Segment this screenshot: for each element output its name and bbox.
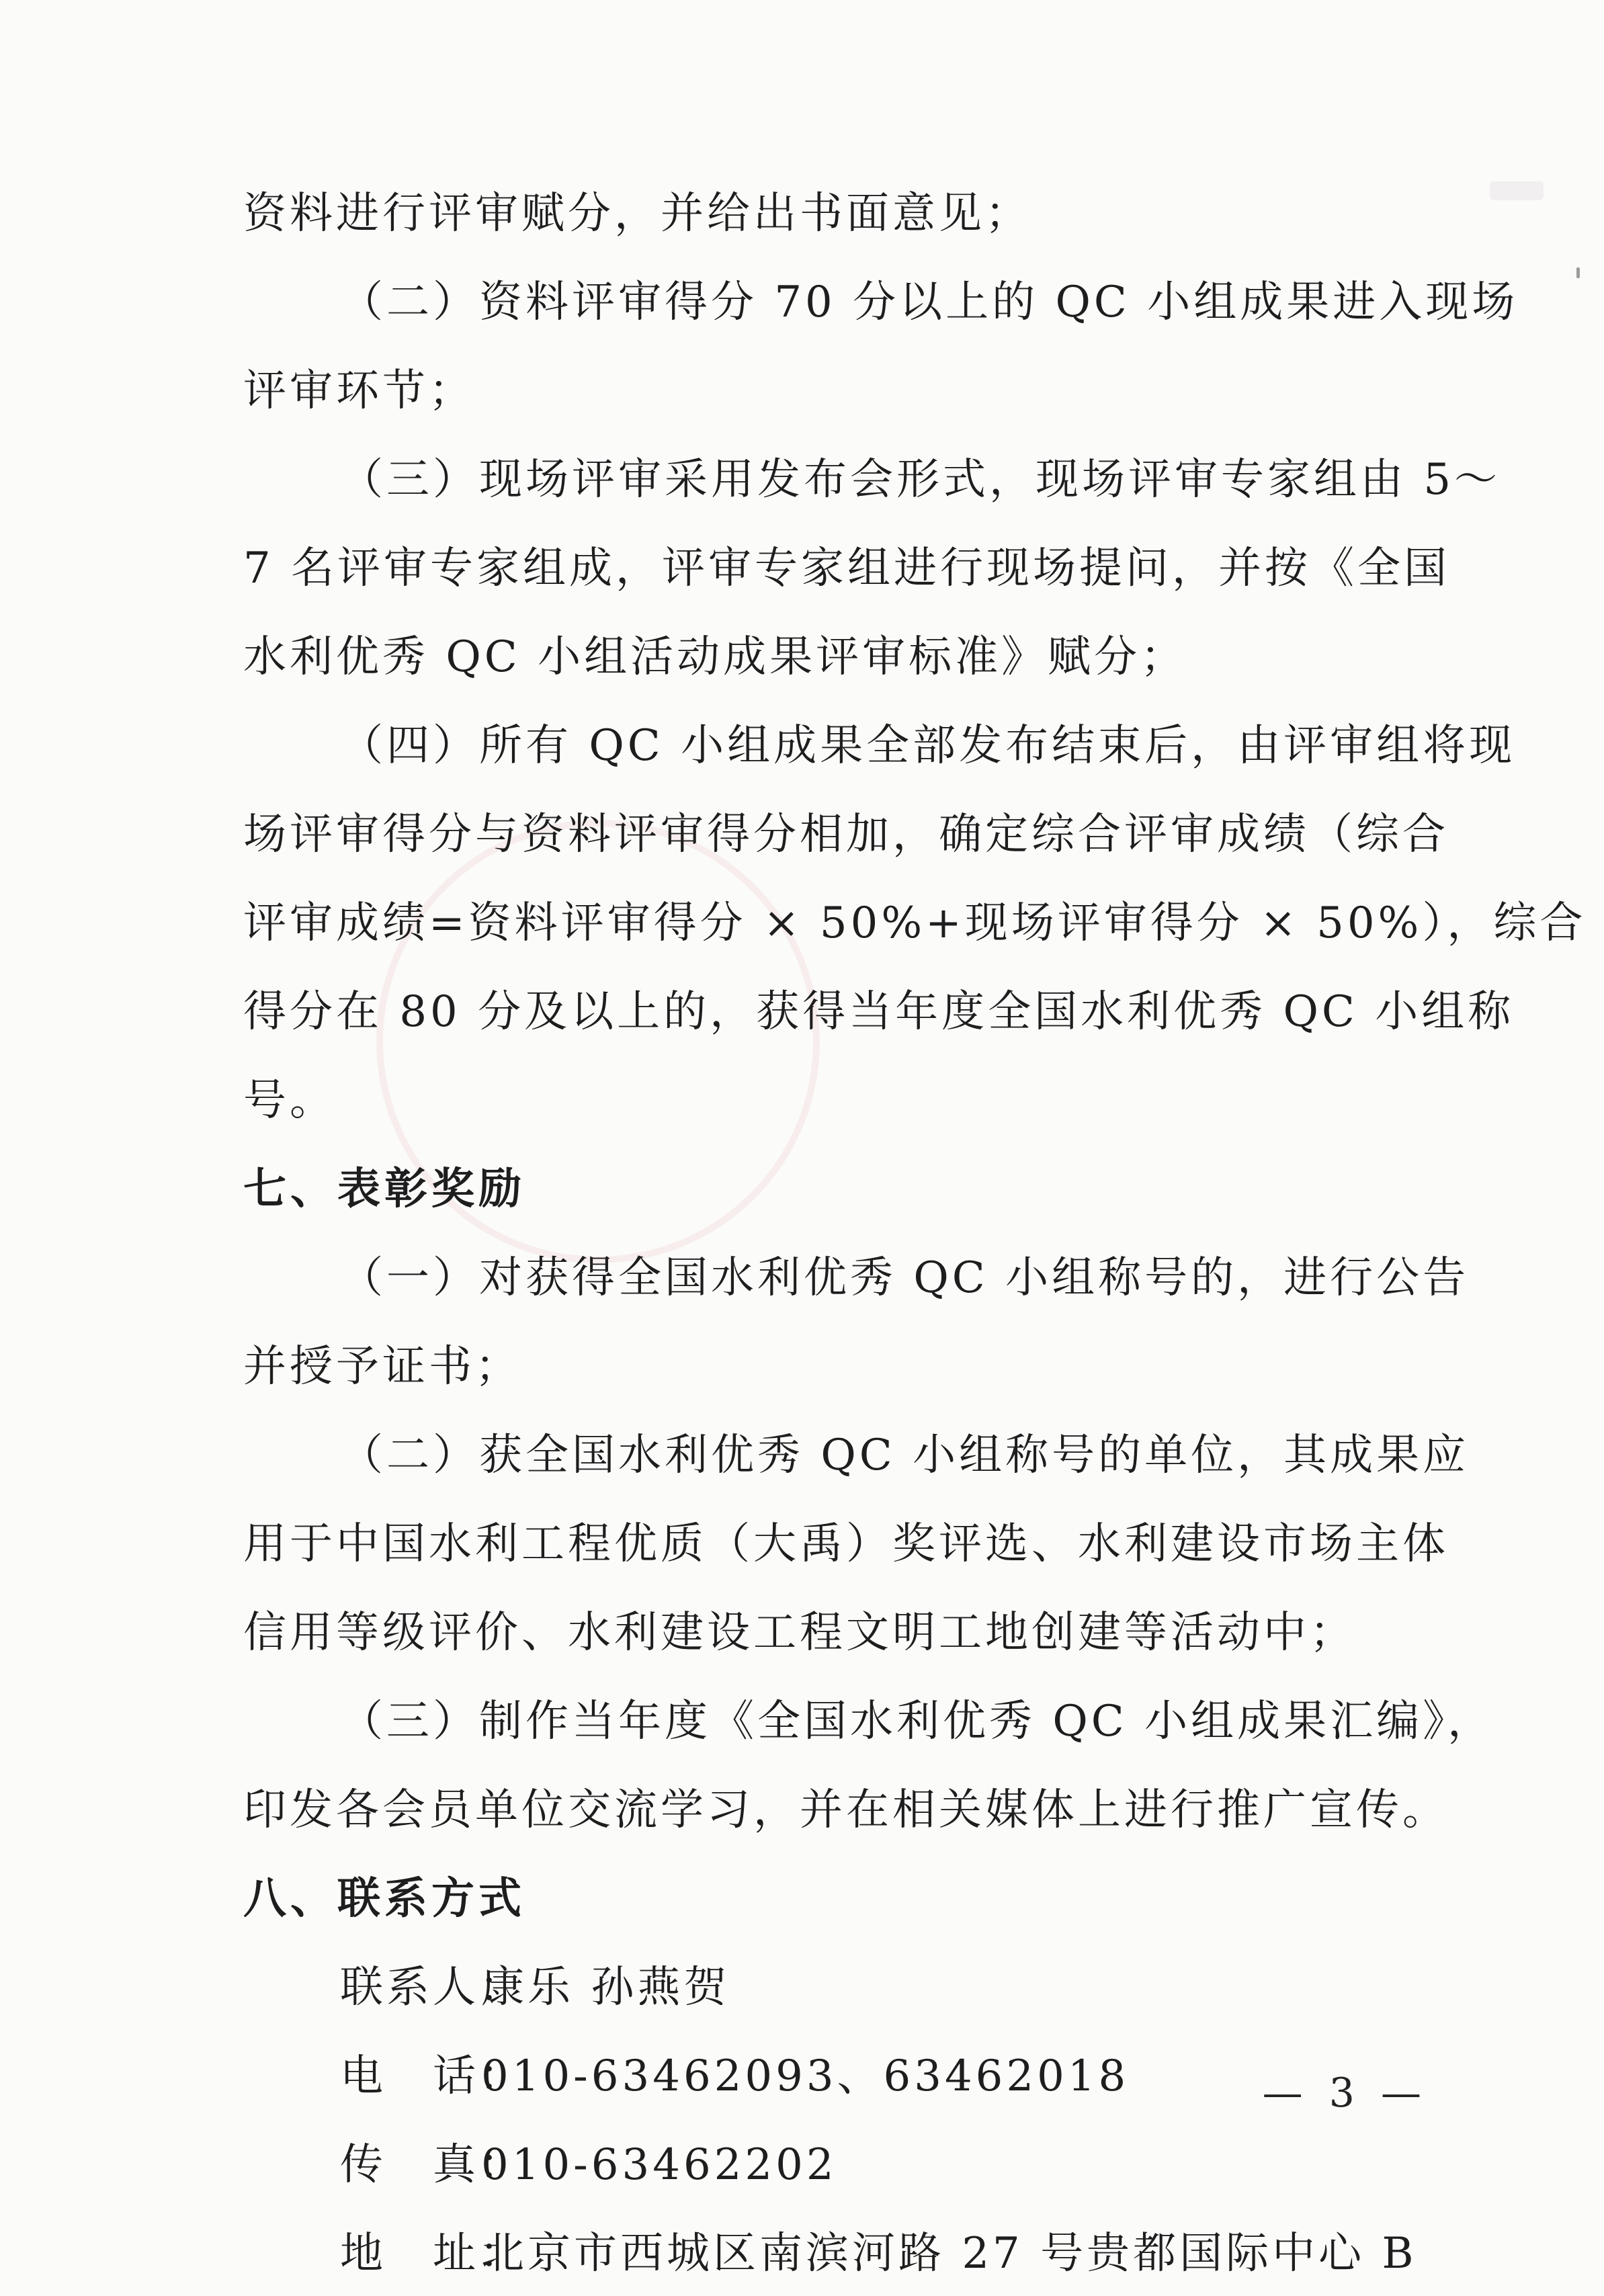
text-line: （三）制作当年度《全国水利优秀 QC 小组成果汇编》， bbox=[340, 1697, 1494, 1746]
contact-label: 联系人： bbox=[340, 1963, 525, 2012]
text-line: 用于中国水利工程优质（大禹）奖评选、水利建设市场主体 bbox=[243, 1519, 1449, 1569]
section-heading: 七、表彰奖励 bbox=[243, 1164, 525, 1214]
text-line: 得分在 80 分及以上的，获得当年度全国水利优秀 QC 小组称 bbox=[243, 987, 1515, 1037]
contact-value: 010-63462202 bbox=[481, 2140, 837, 2190]
text-line: （一）对获得全国水利优秀 QC 小组称号的，进行公告 bbox=[340, 1253, 1470, 1303]
paragraph-list bbox=[243, 169, 1587, 1943]
text-line: （二）获全国水利优秀 QC 小组称号的单位，其成果应 bbox=[340, 1431, 1470, 1480]
page-number: — 3 — bbox=[1262, 2070, 1428, 2117]
contact-row bbox=[243, 2121, 1386, 2209]
contact-label: 传 真： bbox=[340, 2140, 525, 2190]
scan-speck bbox=[1576, 267, 1580, 278]
text-line: 评审环节； bbox=[243, 366, 475, 416]
text-line: 号。 bbox=[243, 1076, 336, 1125]
contact-label: 电 话： bbox=[340, 2051, 525, 2101]
text-line: （四）所有 QC 小组成果全部发布结束后，由评审组将现 bbox=[340, 721, 1516, 771]
scan-smudge bbox=[1490, 181, 1544, 200]
contact-value: 北京市西城区南滨河路 27 号贵都国际中心 B bbox=[481, 2229, 1417, 2279]
text-line: 7 名评审专家组成，评审专家组进行现场提问，并按《全国 bbox=[243, 544, 1451, 593]
text-line: 并授予证书； bbox=[243, 1342, 521, 1392]
contact-value: 010-63462093、63462018 bbox=[481, 2051, 1130, 2101]
contact-value: 康乐 孙燕贺 bbox=[481, 1963, 730, 2012]
contact-list bbox=[243, 1943, 1417, 2296]
document-body bbox=[243, 169, 1587, 2296]
section-heading: 八、联系方式 bbox=[243, 1874, 525, 1924]
contact-row bbox=[243, 1943, 1386, 2032]
text-line: 评审成绩=资料评审得分 × 50%+现场评审得分 × 50%），综合 bbox=[243, 898, 1587, 948]
text-line: 信用等级评价、水利建设工程文明工地创建等活动中； bbox=[243, 1608, 1356, 1658]
contact-row bbox=[243, 2209, 1417, 2296]
contact-label: 地 址： bbox=[340, 2229, 525, 2279]
text-line: 资料进行评审赋分，并给出书面意见； bbox=[243, 189, 1031, 239]
text-line: 场评审得分与资料评审得分相加，确定综合评审成绩（综合 bbox=[243, 810, 1449, 859]
contact-row bbox=[243, 2032, 1386, 2121]
text-line: 印发各会员单位交流学习，并在相关媒体上进行推广宣传。 bbox=[243, 1785, 1449, 1835]
text-line: （三）现场评审采用发布会形式，现场评审专家组由 5～ bbox=[340, 455, 1501, 505]
text-line: （二）资料评审得分 70 分以上的 QC 小组成果进入现场 bbox=[340, 278, 1519, 327]
text-line: 水利优秀 QC 小组活动成果评审标准》赋分； bbox=[243, 632, 1187, 682]
